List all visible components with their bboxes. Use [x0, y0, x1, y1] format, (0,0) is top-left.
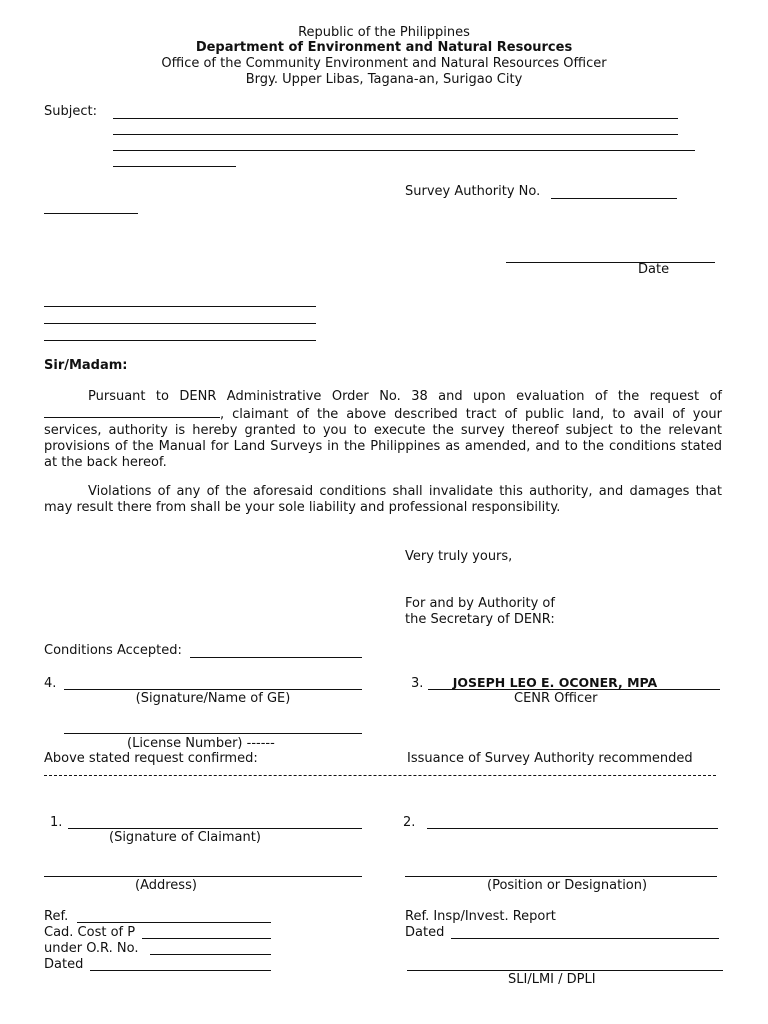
ge-signature-field[interactable]	[64, 689, 362, 690]
claimant-signature-field[interactable]	[68, 828, 362, 829]
dated-left-label: Dated	[44, 957, 84, 972]
ge-signature-caption: (Signature/Name of GE)	[135, 691, 291, 706]
recommender-number: 2.	[403, 815, 416, 830]
header-office: Office of the Community Environment and Natural Resources Officer	[161, 56, 607, 71]
ge-license-field[interactable]	[64, 733, 362, 734]
cad-cost-field[interactable]	[142, 938, 271, 939]
ge-license-caption: (License Number) ------	[127, 736, 275, 751]
or-number-field[interactable]	[150, 954, 271, 955]
date-field[interactable]	[506, 262, 715, 263]
subject-line-4[interactable]	[113, 166, 236, 167]
closing-very-truly: Very truly yours,	[405, 549, 513, 564]
salutation: Sir/Madam:	[44, 358, 128, 373]
ref-label: Ref.	[44, 909, 69, 924]
date-label: Date	[638, 262, 670, 277]
header-department: Department of Environment and Natural Resources	[195, 40, 573, 55]
recommender-position-field[interactable]	[405, 876, 717, 877]
addressee-line-2[interactable]	[44, 323, 316, 324]
header-republic: Republic of the Philippines	[298, 25, 470, 40]
claimant-signature-caption: (Signature of Claimant)	[109, 830, 261, 845]
dated-right-field[interactable]	[451, 938, 719, 939]
or-number-label: under O.R. No.	[44, 941, 139, 956]
cad-cost-label: Cad. Cost of P	[44, 925, 136, 940]
officer-name: JOSEPH LEO E. OCONER, MPA	[452, 675, 658, 690]
survey-authority-label: Survey Authority No.	[405, 184, 541, 199]
header-address: Brgy. Upper Libas, Tagana-an, Surigao City	[245, 72, 523, 87]
conditions-accepted-field[interactable]	[190, 657, 362, 658]
body-paragraph-2	[44, 484, 722, 516]
dated-right-label: Dated	[405, 925, 445, 940]
claimant-name-field[interactable]	[44, 405, 220, 418]
addressee-line-3[interactable]	[44, 340, 316, 341]
officer-title: CENR Officer	[514, 691, 598, 706]
conditions-accepted-label: Conditions Accepted:	[44, 643, 182, 658]
body-paragraph-1-start: Pursuant to DENR Administrative Order No. 38 and upon evaluation of the request of	[88, 389, 722, 404]
survey-authority-field-continued[interactable]	[44, 213, 138, 214]
claimant-address-field[interactable]	[44, 876, 362, 877]
sli-caption: SLI/LMI / DPLI	[508, 972, 596, 987]
subject-line-2[interactable]	[113, 134, 678, 135]
inspection-report-label: Ref. Insp/Invest. Report	[405, 909, 556, 924]
body-paragraph-2-text: Violations of any of the aforesaid conditions shall invalidate this authority, and damages that may result there from shall be your sole liability and professional responsibility.	[44, 484, 722, 515]
ge-number: 4.	[44, 676, 57, 691]
dated-left-field[interactable]	[90, 970, 271, 971]
recommender-position-caption: (Position or Designation)	[487, 878, 648, 893]
section-divider	[44, 775, 716, 776]
ref-field[interactable]	[77, 922, 271, 923]
recommender-signature-field[interactable]	[427, 828, 718, 829]
claimant-number: 1.	[50, 815, 63, 830]
officer-number: 3.	[411, 676, 424, 691]
sli-signature-field[interactable]	[407, 970, 723, 971]
closing-secretary: the Secretary of DENR:	[405, 612, 555, 627]
addressee-line-1[interactable]	[44, 306, 316, 307]
body-paragraph-1	[44, 389, 722, 471]
subject-line-3[interactable]	[113, 150, 695, 151]
body-paragraph-1-rest: , claimant of the above described tract of public land, to avail of your services, authority is hereby granted to you to execute the survey thereof subject to the relevant provisions of the Manual for Land Surveys in the Philippines as amended, and to the conditions stated at the back hereof.	[44, 407, 722, 470]
subject-label: Subject:	[44, 104, 97, 119]
survey-authority-field[interactable]	[551, 198, 677, 199]
recommended-label: Issuance of Survey Authority recommended	[407, 751, 693, 766]
claimant-address-caption: (Address)	[135, 878, 197, 893]
request-confirmed-label: Above stated request confirmed:	[44, 751, 258, 766]
closing-for-and-by: For and by Authority of	[405, 596, 555, 611]
subject-line-1[interactable]	[113, 118, 678, 119]
